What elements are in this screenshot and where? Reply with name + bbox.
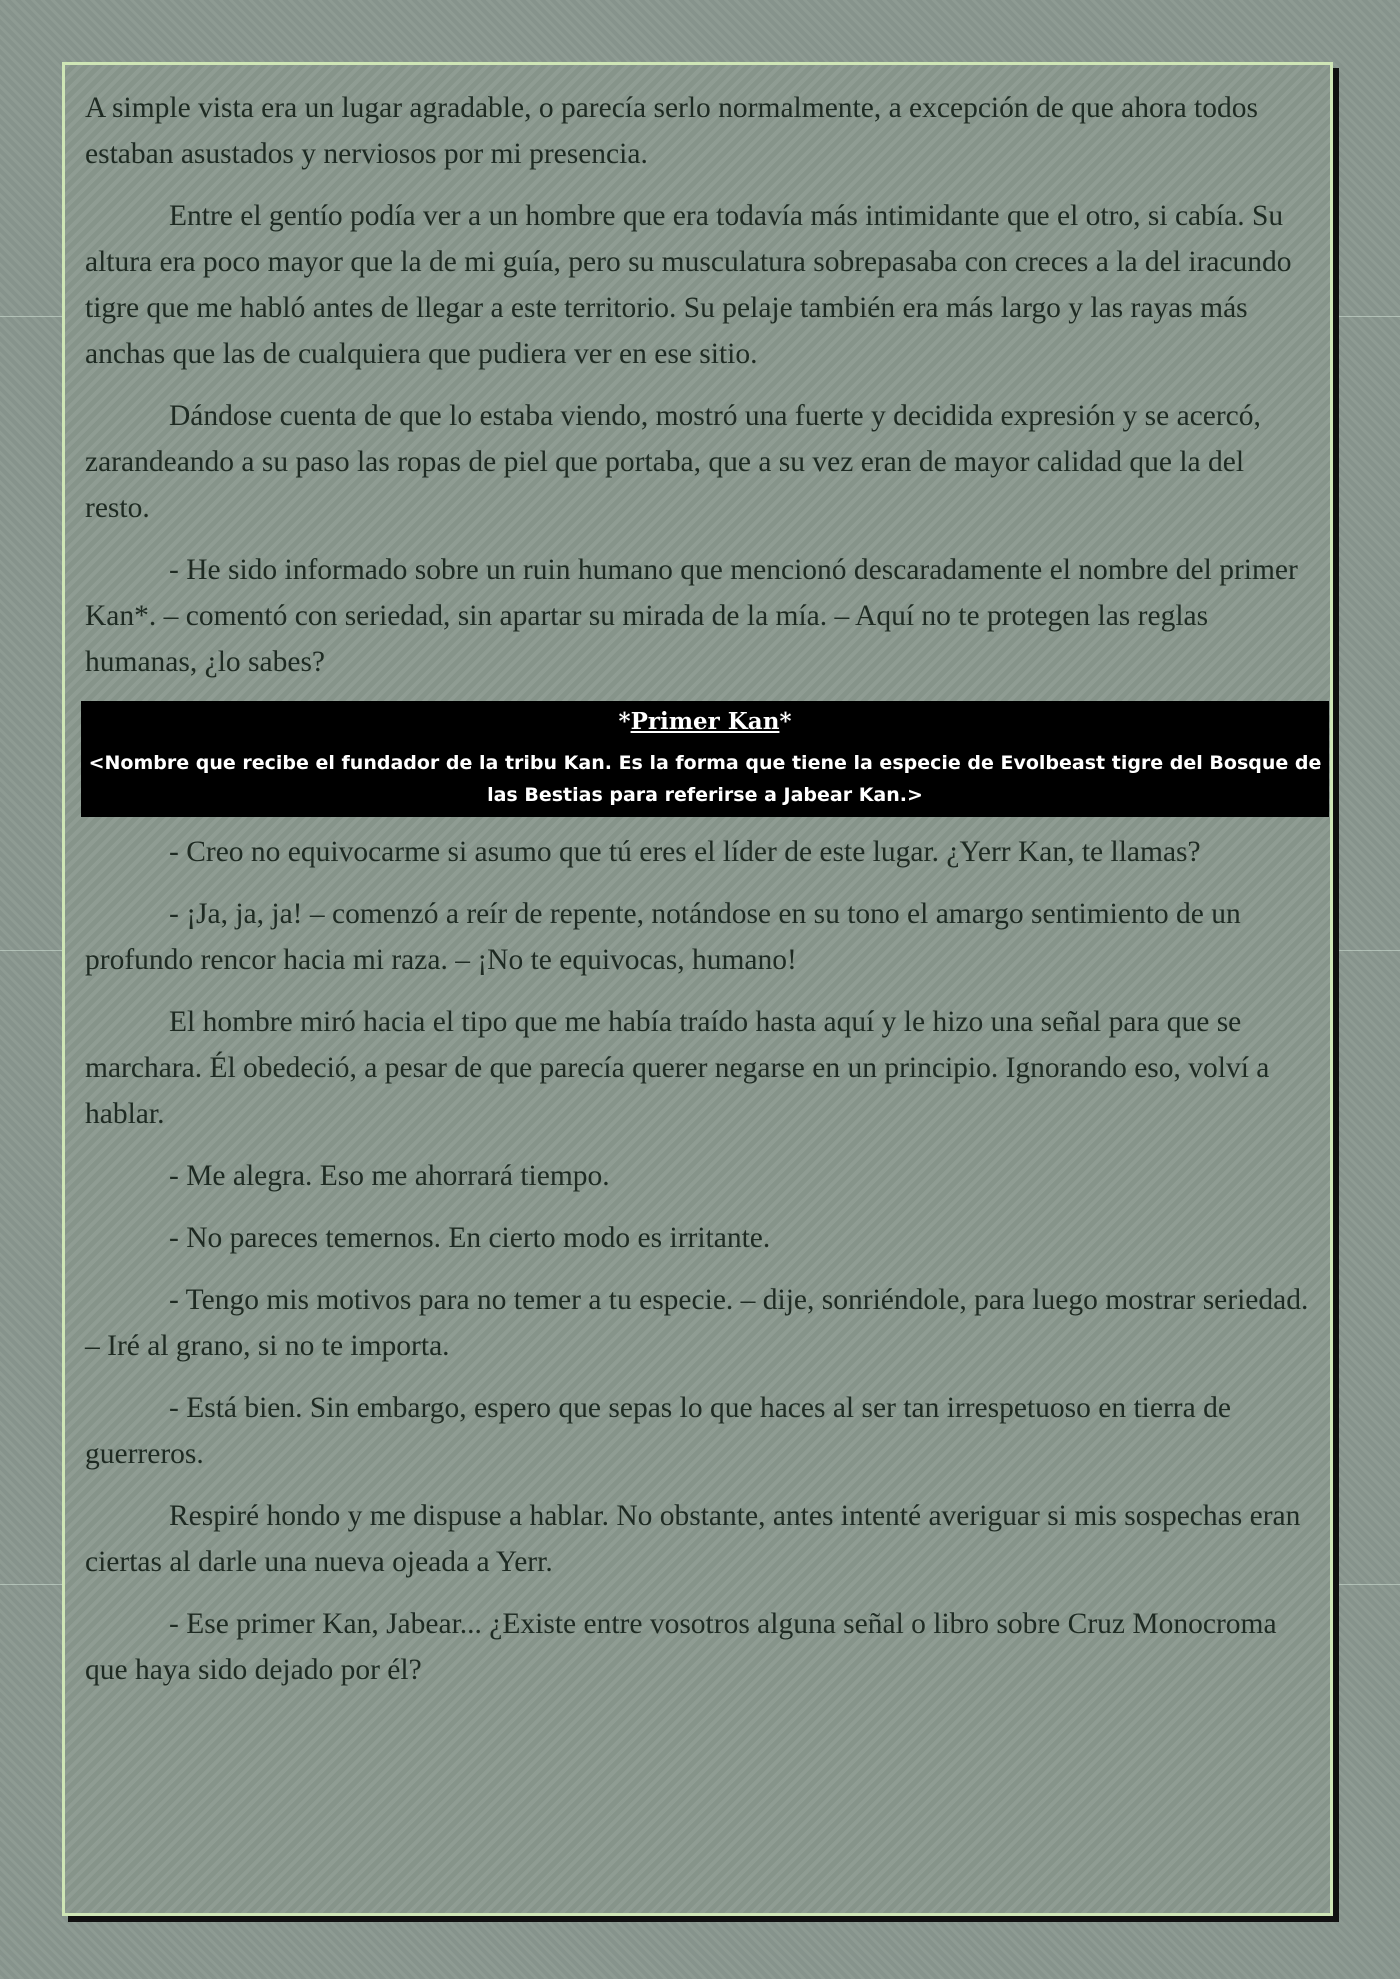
paragraph: - Creo no equivocarme si asumo que tú eres el líder de este lugar. ¿Yerr Kan, te llamas? [169, 836, 1201, 868]
footnote-title [81, 705, 1329, 739]
paragraph: A simple vista era un lugar agradable, o parecía serlo normalmente, a excepción de que ahora todos estaban asustados y nerviosos por mi presencia. [85, 92, 1258, 170]
paragraph: - Ese primer Kan, Jabear... ¿Existe entre vosotros alguna señal o libro sobre Cruz Monocroma que haya sido dejado por él? [85, 1608, 1277, 1686]
paragraph: Entre el gentío podía ver a un hombre que era todavía más intimidante que el otro, si cabía. Su altura era poco mayor que la de mi guía, pero su musculatura sobrepasaba con creces a la del iracundo tigre que me habló antes de llegar a este territorio. Su pelaje también era más largo y las rayas más anchas que las de cualquiera que pudiera ver en ese sitio. [85, 200, 1292, 370]
footnote-title-text: Primer Kan [630, 708, 780, 735]
footnote-title-prefix: * [618, 708, 631, 735]
page-text [85, 85, 1322, 1709]
footnote-body: <Nombre que recibe el fundador de la tribu Kan. Es la forma que tiene la especie de Evolbeast tigre del Bosque de las Bestias para referirse a Jabear Kan.> [88, 752, 1322, 806]
paragraph: - Está bien. Sin embargo, espero que sepas lo que haces al ser tan irrespetuoso en tierra de guerreros. [85, 1392, 1231, 1470]
footnote-box [81, 701, 1329, 817]
paragraph: - He sido informado sobre un ruin humano que mencionó descaradamente el nombre del primer Kan*. – comentó con seriedad, sin apartar su mirada de la mía. – Aquí no te protegen las reglas humanas, ¿lo sabes? [85, 554, 1298, 678]
paragraph: Dándose cuenta de que lo estaba viendo, mostró una fuerte y decidida expresión y se acercó, zarandeando a su paso las ropas de piel que portaba, que a su vez eran de mayor calidad que la del resto. [85, 400, 1261, 524]
paragraph: El hombre miró hacia el tipo que me había traído hasta aquí y le hizo una señal para que se marchara. Él obedeció, a pesar de que parecía querer negarse en un principio. Ignorando eso, volví a hablar. [85, 1006, 1270, 1130]
paragraph: - No pareces temernos. En cierto modo es irritante. [169, 1222, 771, 1254]
paragraph: Respiré hondo y me dispuse a hablar. No obstante, antes intenté averiguar si mis sospechas eran ciertas al darle una nueva ojeada a Yerr. [85, 1500, 1301, 1578]
page-frame [62, 62, 1333, 1916]
paragraph: - Me alegra. Eso me ahorrará tiempo. [169, 1160, 610, 1192]
footnote-title-suffix: * [779, 708, 792, 735]
paragraph: - Tengo mis motivos para no temer a tu especie. – dije, sonriéndole, para luego mostrar seriedad. – Iré al grano, si no te importa. [85, 1284, 1309, 1362]
paragraph: - ¡Ja, ja, ja! – comenzó a reír de repente, notándose en su tono el amargo sentimiento de un profundo rencor hacia mi raza. – ¡No te equivocas, humano! [85, 898, 1241, 976]
